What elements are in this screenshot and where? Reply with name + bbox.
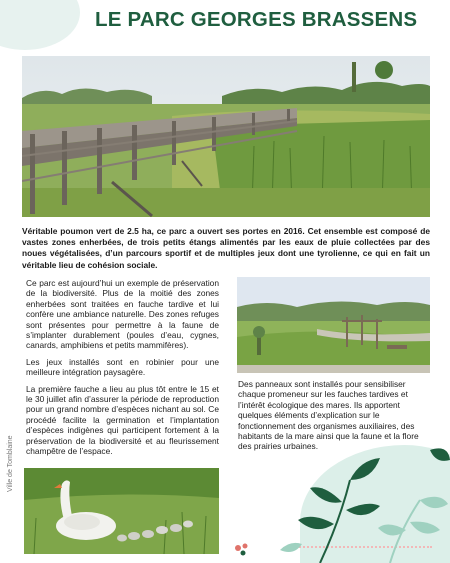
left-paragraph-2: Les jeux installés sont en robinier pour une meilleure intégration paysagère. xyxy=(26,356,219,378)
page-title: LE PARC GEORGES BRASSENS xyxy=(95,8,418,31)
decorative-blob-top-left xyxy=(0,0,80,50)
left-paragraph-3: La première fauche a lieu au plus tôt entre le 15 et le 30 juillet afin d’assurer la période de reproduction pour un grand nombre d’espèces nichant au sol. Ce procédé facilite la germination et l’implantation d’espèces indigènes qui participent fortement à la préservation de la biodiversité et au fleurissement champêtre de l’espace. xyxy=(26,383,219,457)
swans-photo xyxy=(24,468,219,554)
photo-credit: Ville de Tomblaine xyxy=(7,435,14,492)
left-paragraph-1: Ce parc est aujourd’hui un exemple de préservation de la biodiversité. Plus de la moitié des zones enherbées sont traitées en fauche tardive et lui confère une ambiance naturelle. Des zones refuges sont présentes pour permettre à la faune de s’implanter durablement (poules d’eau, cygnes, canards, amphibiens et petits mammifères). xyxy=(26,278,219,351)
left-column xyxy=(26,278,219,463)
decorative-leaves xyxy=(280,440,450,563)
right-paragraph-1: Des panneaux sont installés pour sensibiliser chaque promeneur sur les fauches tardives et l’intérêt écologique des mares. Ils apportent quelques éléments d’explication sur le fonctionnement des organismes auxiliaires, des habitants de la mare ainsi que la faune et la flore des prairies urbaines. xyxy=(238,379,419,452)
intro-paragraph: Véritable poumon vert de 2.5 ha, ce parc a ouvert ses portes en 2016. Cet ensemble est composé de vastes zones enherbées, de trois petits étangs alimentés par les eaux de pluie collectées par des noues végétalisées, d’un parcours sportif et de multiples jeux dont une tyrolienne, ce qui en fait un véritable lieu de cohésion sociale. xyxy=(22,226,430,270)
boardwalk-photo xyxy=(22,56,430,217)
park-playground-photo xyxy=(237,277,430,373)
decorative-berries xyxy=(232,542,252,560)
